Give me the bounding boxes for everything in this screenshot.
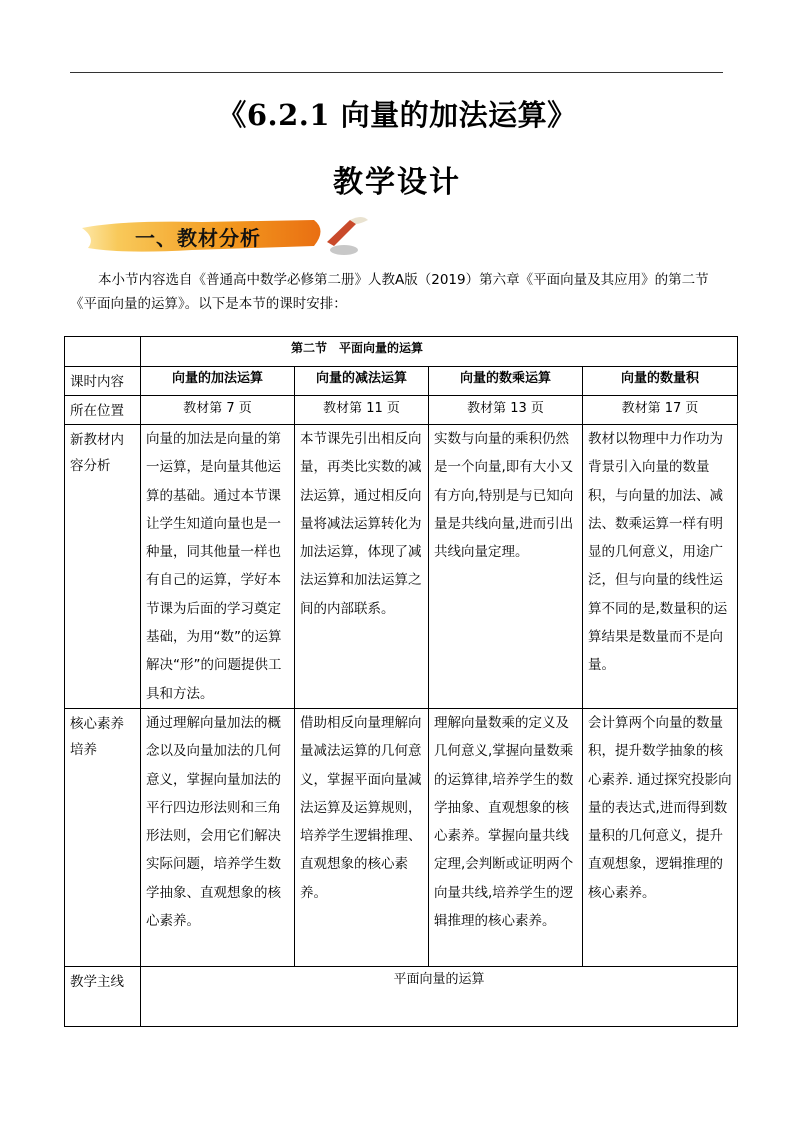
page-subtitle: 教学设计 xyxy=(333,165,461,200)
row-label-analysis: 新教材内容分析 xyxy=(65,425,141,709)
row-label-lesson: 课时内容 xyxy=(65,367,141,396)
literacy-3: 理解向量数乘的定义及几何意义,掌握向量数乘的运算律,培养学生的数学抽象、直观想象的核心素养。掌握向量共线定理,会判断或证明两个向量共线,培养学生的逻辑推理的核心素养。 xyxy=(429,709,583,967)
analysis-3: 实数与向量的乘积仍然是一个向量,即有大小又有方向,特别是与已知向量是共线向量,进而引出共线向量定理。 xyxy=(429,425,583,709)
row-label-position: 所在位置 xyxy=(65,396,141,425)
row-label-mainline: 教学主线 xyxy=(65,967,141,1027)
section-header-cell: 第二节 平面向量的运算 xyxy=(141,337,738,367)
page-title: 《6.2.1 向量的加法运算》 xyxy=(217,98,577,132)
intro-paragraph: 本小节内容选自《普通高中数学必修第二册》人教A版（2019）第六章《平面向量及其应用》的第二节《平面向量的运算》。以下是本节的课时安排： xyxy=(70,272,709,312)
lesson-1: 向量的加法运算 xyxy=(141,367,295,396)
analysis-2: 本节课先引出相反向量，再类比实数的减法运算，通过相反向量将减法运算转化为加法运算，体现了减法运算和加法运算之间的内部联系。 xyxy=(295,425,429,709)
lesson-2: 向量的减法运算 xyxy=(295,367,429,396)
position-1: 教材第 7 页 xyxy=(141,396,295,425)
position-2: 教材第 11 页 xyxy=(295,396,429,425)
lesson-4: 向量的数量积 xyxy=(583,367,738,396)
row-label-literacy: 核心素养培养 xyxy=(65,709,141,967)
analysis-1: 向量的加法是向量的第一运算，是向量其他运算的基础。通过本节课让学生知道向量也是一种量，同其他量一样也有自己的运算，学好本节课为后面的学习奠定基础，为用“数”的运算解决“形”的问题提供工具和方法。 xyxy=(141,425,295,709)
literacy-2: 借助相反向量理解向量减法运算的几何意义，掌握平面向量减法运算及运算规则，培养学生逻辑推理、直观想象的核心素养。 xyxy=(295,709,429,967)
literacy-4: 会计算两个向量的数量积，提升数学抽象的核心素养. 通过探究投影向量的表达式,进而得到数量积的几何意义，提升直观想象，逻辑推理的核心素养。 xyxy=(583,709,738,967)
mainline-cell: 平面向量的运算 xyxy=(141,967,738,1027)
position-4: 教材第 17 页 xyxy=(583,396,738,425)
lesson-schedule-table xyxy=(64,336,738,1027)
header-rule xyxy=(70,72,723,73)
position-3: 教材第 13 页 xyxy=(429,396,583,425)
lesson-3: 向量的数乘运算 xyxy=(429,367,583,396)
literacy-1: 通过理解向量加法的概念以及向量加法的几何意义，掌握向量加法的平行四边形法则和三角形法则，会用它们解决实际问题，培养学生数学抽象、直观想象的核心素养。 xyxy=(141,709,295,967)
section-heading: 一、教材分析 xyxy=(135,226,261,250)
analysis-4: 教材以物理中力作功为背景引入向量的数量积，与向量的加法、减法、数乘运算一样有明显的几何意义，用途广泛，但与向量的线性运算不同的是,数量积的运算结果是数量而不是向量。 xyxy=(583,425,738,709)
table-corner-cell xyxy=(65,337,141,367)
quill-icon xyxy=(327,220,356,246)
